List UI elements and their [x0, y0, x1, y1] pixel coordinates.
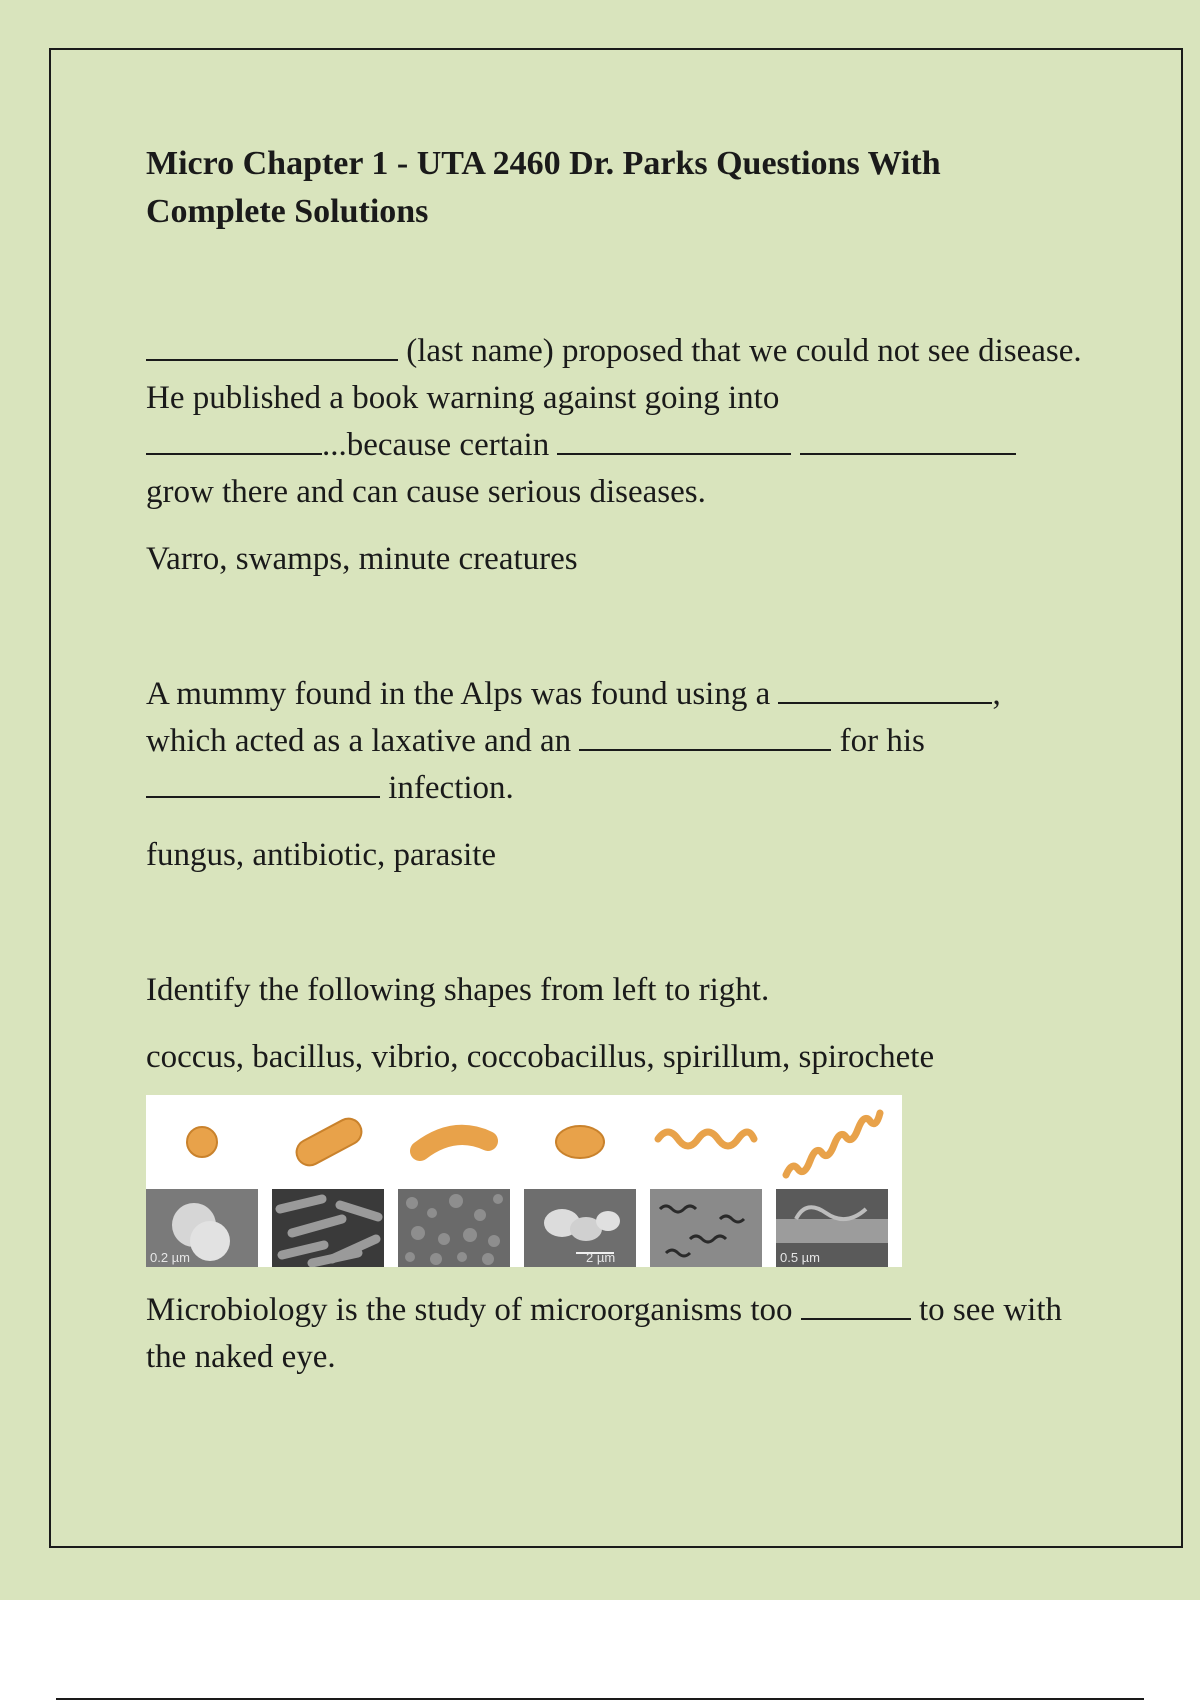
blank	[579, 719, 831, 751]
coccobacillus-icon	[524, 1095, 636, 1189]
vibrio-shape	[398, 1095, 510, 1267]
coccobacillus-shape	[524, 1095, 636, 1267]
question-text: ...because certain	[322, 427, 550, 463]
question-text: Microbiology is the study of microorganisms too	[146, 1292, 793, 1328]
answer-1: Varro, swamps, minute creatures	[146, 541, 578, 577]
spirillum-shape	[650, 1095, 762, 1267]
bacillus-icon	[272, 1095, 384, 1189]
coccus-micrograph	[146, 1189, 258, 1267]
question-3: Identify the following shapes from left to right.	[146, 972, 770, 1008]
spirochete-shape	[776, 1095, 888, 1267]
answer-2: fungus, antibiotic, parasite	[146, 837, 497, 873]
spirochete-icon	[776, 1095, 888, 1189]
question-text: grow there and can cause serious diseases.	[146, 474, 706, 510]
bacillus-micrograph	[272, 1189, 384, 1267]
question-2	[146, 671, 1086, 812]
bacteria-shapes-figure	[146, 1095, 902, 1267]
scale-label: 0.2 µm	[150, 1250, 191, 1265]
blank	[146, 329, 398, 361]
document-content	[146, 140, 1086, 1381]
vibrio-icon	[398, 1095, 510, 1189]
blank	[557, 423, 791, 455]
question-text: for his	[839, 723, 925, 759]
question-text: infection.	[388, 770, 514, 806]
question-text: to see with the naked eye.	[146, 1292, 1062, 1375]
page-title: Micro Chapter 1 - UTA 2460 Dr. Parks Questions With Complete Solutions	[146, 145, 941, 230]
answer-3: coccus, bacillus, vibrio, coccobacillus, spirillum, spirochete	[146, 1039, 935, 1075]
blank	[800, 423, 1016, 455]
coccus-shape	[146, 1095, 258, 1267]
scale-label: 0.5 µm	[780, 1250, 821, 1265]
blank	[146, 766, 380, 798]
vibrio-micrograph	[398, 1189, 510, 1267]
spirillum-icon	[650, 1095, 762, 1189]
question-1	[146, 328, 1086, 516]
question-text: which acted as a laxative and an	[146, 723, 572, 759]
spirochete-micrograph	[776, 1189, 888, 1267]
coccobacillus-micrograph	[524, 1189, 636, 1267]
question-4	[146, 1287, 1086, 1381]
blank	[778, 672, 992, 704]
question-text: (last name) proposed that we could not see disease. He published a book warning against going into	[146, 333, 1082, 416]
bacillus-shape	[272, 1095, 384, 1267]
question-text: A mummy found in the Alps was found using a	[146, 676, 771, 712]
blank	[801, 1288, 911, 1320]
coccus-icon	[146, 1095, 258, 1189]
scale-label: 2 µm	[586, 1250, 616, 1265]
blank	[146, 423, 322, 455]
question-text: ,	[992, 676, 1001, 712]
spirillum-micrograph	[650, 1189, 762, 1267]
